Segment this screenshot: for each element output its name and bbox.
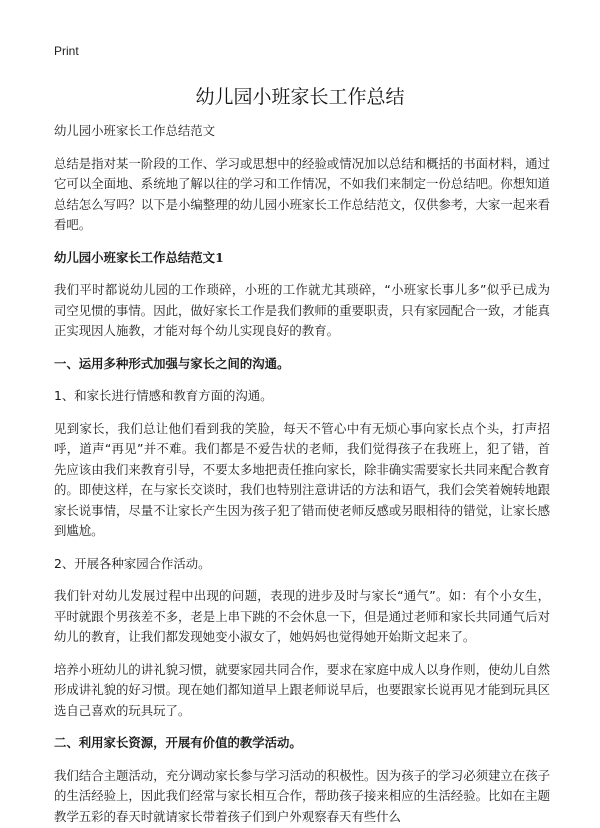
heading-parent-resources: 二、利用家长资源，开展有价值的教学活动。 <box>54 735 302 750</box>
paragraph-manners: 培养小班幼儿的讲礼貌习惯，就要家园共同合作，要求在家庭中成人以身作则，使幼儿自然形成讲礼貌的好习惯。现在她们都知道早上跟老师说早后，也要跟家长说再见才能到玩具区选自己喜欢的玩具玩了。 <box>54 661 550 718</box>
section-heading: 幼儿园小班家长工作总结范文1 <box>54 249 224 265</box>
heading-communication: 一、运用多种形式加强与家长之间的沟通。 <box>54 355 290 371</box>
subheading-cooperation-activities: 2、开展各种家园合作活动。 <box>54 555 211 571</box>
subheading-emotional-communication: 1、和家长进行情感和教育方面的沟通。 <box>54 388 273 403</box>
paragraph-child-progress: 我们针对幼儿发展过程中出现的问题，表现的进步及时与家长“通气”。如：有个小女生，平时就跟个男孩差不多，老是上串下跳的不会休息一下，但是通过老师和家长共同通气后对幼儿的教育，让我们都发现她变小淑女了，她妈妈也觉得她开始斯文起来了。 <box>54 588 550 644</box>
document-body <box>54 121 550 828</box>
document-title: 幼儿园小班家长工作总结 <box>195 86 405 108</box>
print-label: Print <box>54 44 79 58</box>
paragraph-greeting-parents: 见到家长，我们总让他们看到我的笑脸，每天不管心中有无烦心事向家长点个头，打声招呼，道声“再见”并不难。我们都是不爱告状的老师，我们觉得孩子在我班上，犯了错，首先应该由我们来教育引导，不要太多地把责任推向家长，除非确实需要家长共同来配合教育的。即使这样，在与家长交谈时，我们也特别注意讲话的方法和语气，我们会笑着婉转地跟家长说事情，尽量不让家长产生因为孩子犯了错而使老师反感或另眼相待的错觉，让家长感到尴尬。 <box>54 420 550 538</box>
intro-paragraph: 总结是指对某一阶段的工作、学习或思想中的经验或情况加以总结和概括的书面材料，通过它可以全面地、系统地了解以往的学习和工作情况，不如我们来制定一份总结吧。你想知道总结怎么写吗？以下是小编整理的幼儿园小班家长工作总结范文，仅供参考，大家一起来看看吧。 <box>54 155 550 232</box>
paragraph-overview: 我们平时都说幼儿园的工作琐碎，小班的工作就尤其琐碎，“小班家长事儿多”似乎已成为司空见惯的事情。因此，做好家长工作是我们教师的重要职责，只有家园配合一致，才能真正实现因人施教，才能对每个幼儿实现良好的教育。 <box>54 282 550 338</box>
paragraph-theme-activities: 我们结合主题活动，充分调动家长参与学习活动的积极性。因为孩子的学习必须建立在孩子的生活经验上，因此我们经常与家长相互合作，帮助孩子接来相应的生活经验。比如在主题教学五彩的春天时就请家长带着孩子们到户外观察春天有些什么 <box>54 767 550 824</box>
document-subtitle: 幼儿园小班家长工作总结范文 <box>54 123 216 138</box>
